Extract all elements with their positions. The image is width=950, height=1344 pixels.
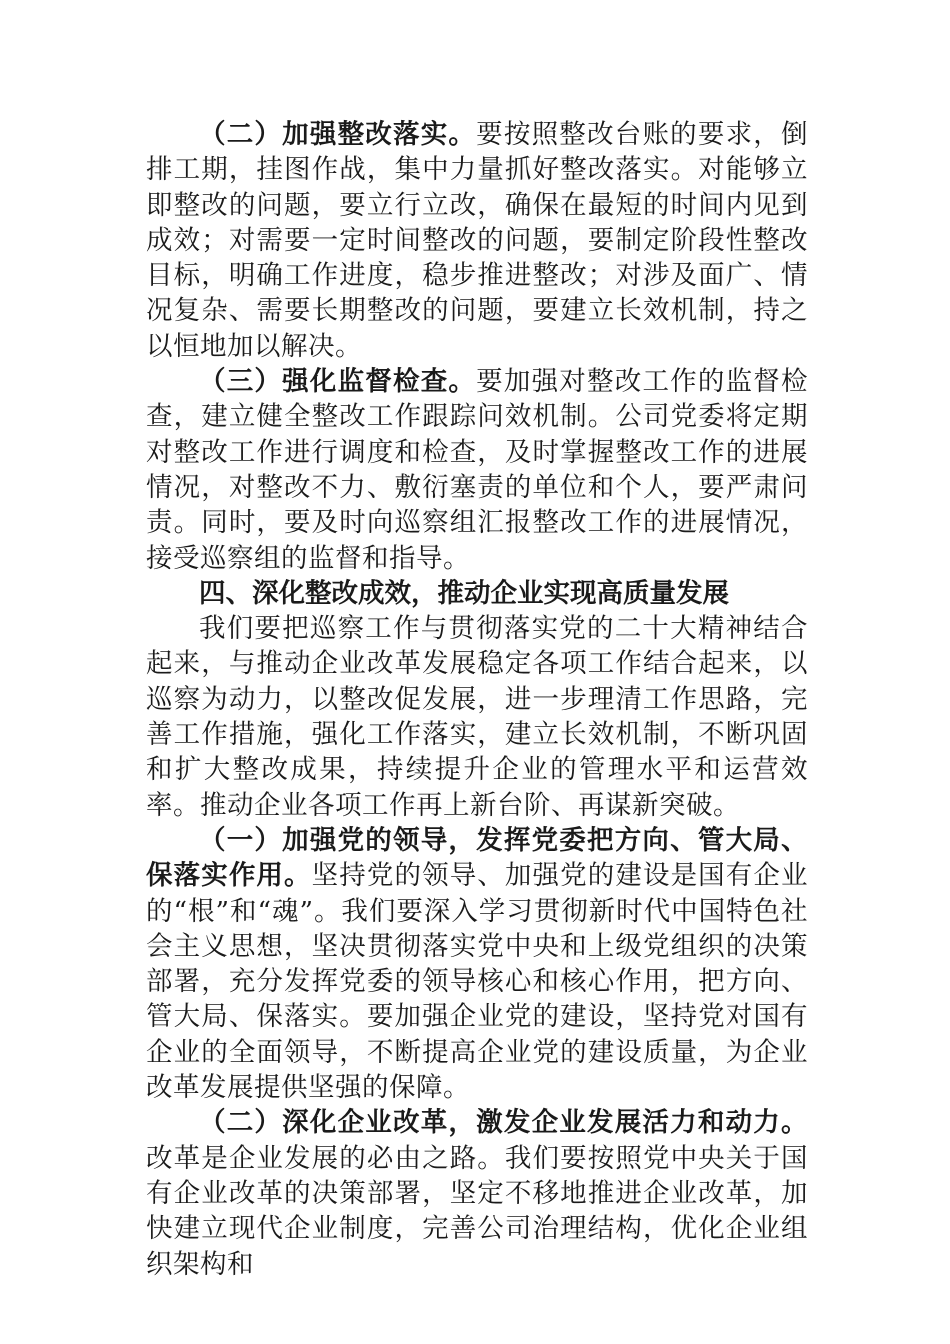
paragraph-lead: （三）强化监督检查。 (199, 366, 477, 398)
paragraph-lead: （一）加强党的领导，发挥党委把方向、管大局、保落实作用。 (146, 824, 808, 892)
section-heading: 四、深化整改成效，推动企业实现高质量发展 (199, 577, 729, 609)
paragraph-deepen-reform (146, 1105, 808, 1281)
paragraph-body: 坚持党的领导、加强党的建设是国有企业的“根”和“魂”。我们要深入学习贯彻新时代中国特色社会主义思想，坚决贯彻落实党中央和上级党组织的决策部署，充分发挥党委的领导核心和核心作用，把方向、管大局、保落实。要加强企业党的建设，坚持党对国有企业的全面领导，不断提高企业党的建设质量，为企业改革发展提供坚强的保障。 (146, 860, 809, 1104)
paragraph-party-leadership (146, 823, 808, 1105)
paragraph-supervision-inspection (146, 364, 808, 576)
document-page (146, 117, 808, 1282)
paragraph-body: 要加强对整改工作的监督检查，建立健全整改工作跟踪问效机制。公司党委将定期对整改工作进行调度和检查，及时掌握整改工作的进展情况，对整改不力、敷衍塞责的单位和个人，要严肃问责。同时，要及时向巡察组汇报整改工作的进展情况，接受巡察组的监督和指导。 (146, 366, 809, 574)
paragraph-body: 要按照整改台账的要求，倒排工期，挂图作战，集中力量抓好整改落实。对能够立即整改的问题，要立行立改，确保在最短的时间内见到成效；对需要一定时间整改的问题，要制定阶段性整改目标，明确工作进度，稳步推进整改；对涉及面广、情况复杂、需要长期整改的问题，要建立长效机制，持之以恒地加以解决。 (146, 119, 809, 362)
paragraph-intro (146, 611, 808, 823)
paragraph-lead: （二）加强整改落实。 (199, 119, 477, 150)
paragraph-body: 改革是企业发展的必由之路。我们要按照党中央关于国有企业改革的决策部署，坚定不移地推进企业改革，加快建立现代企业制度，完善公司治理结构，优化企业组织架构和 (146, 1142, 808, 1280)
paragraph-lead: （二）深化企业改革，激发企业发展活力和动力。 (199, 1107, 808, 1139)
paragraph-body: 我们要把巡察工作与贯彻落实党的二十大精神结合起来，与推动企业改革发展稳定各项工作结合起来，以巡察为动力，以整改促发展，进一步理清工作思路，完善工作措施，强化工作落实，建立长效机制，不断巩固和扩大整改成果，持续提升企业的管理水平和运营效率。推动企业各项工作再上新台阶、再谋新突破。 (146, 613, 808, 821)
paragraph-strengthen-rectification (146, 117, 808, 364)
